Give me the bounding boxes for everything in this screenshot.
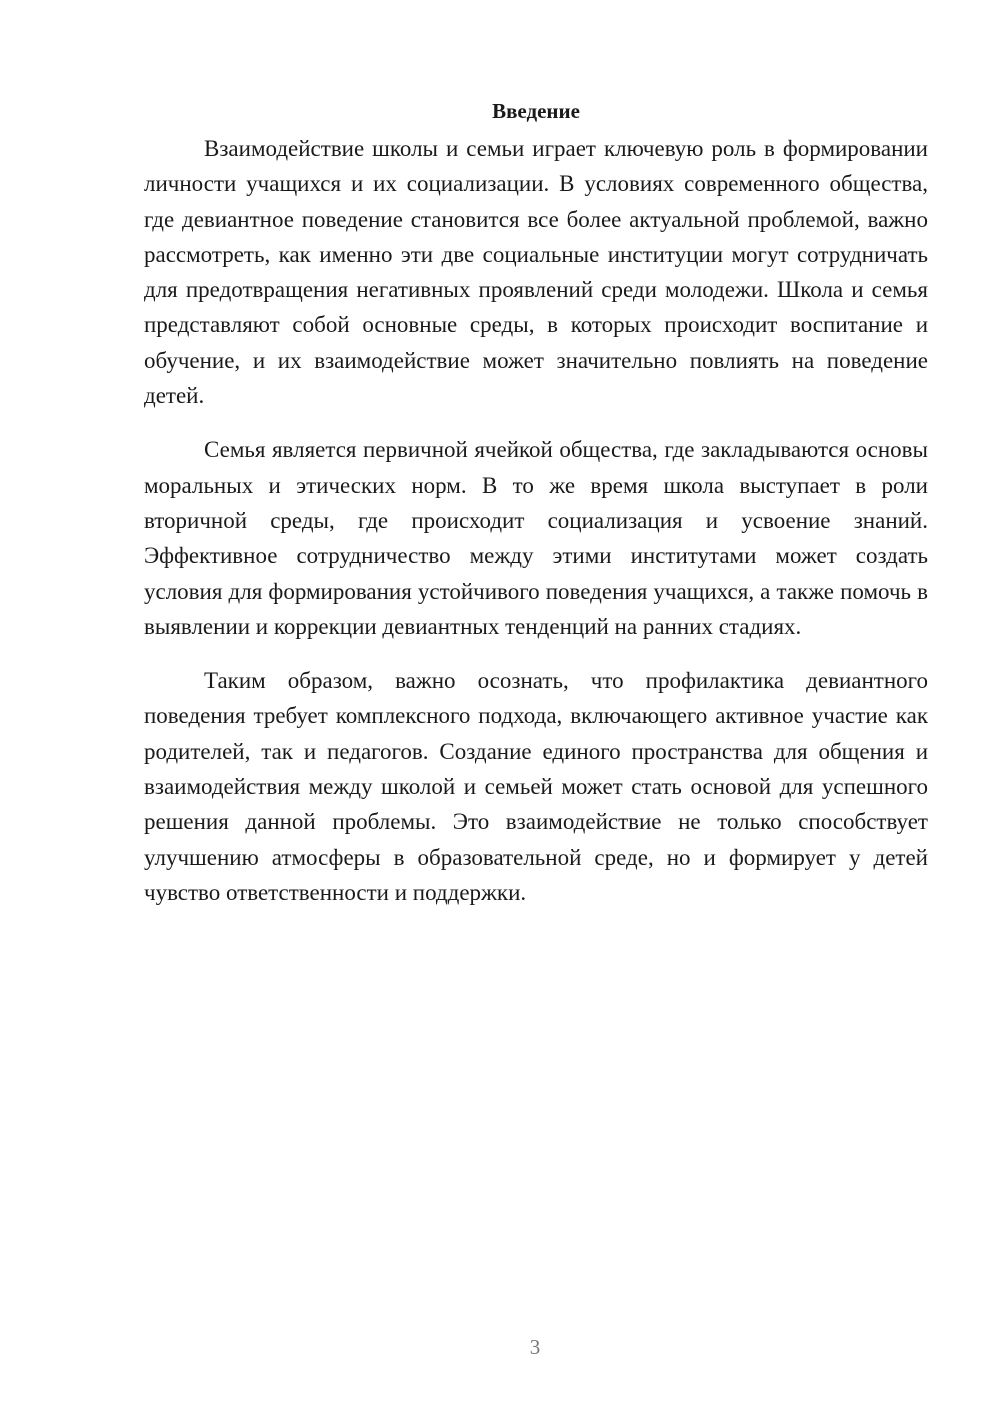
paragraph-2: Семья является первичной ячейкой общества, где закладываются основы моральных и этических норм. В то же время школа выступает в роли вторичной среды, где происходит социализация и усвоение знаний. Эффективное сотрудничество между этими институтами может создать условия для формирования устойчивого поведения учащихся, а также помочь в выявлении и коррекции девиантных тенденций на ранних стадиях. xyxy=(144,437,928,639)
paragraph-3: Таким образом, важно осознать, что профилактика девиантного поведения требует комплексного подхода, включающего активное участие как родителей, так и педагогов. Создание единого пространства для общения и взаимодействия между школой и семьей может стать основой для успешного решения данной проблемы. Это взаимодействие не только способствует улучшению атмосферы в образовательной среде, но и формирует у детей чувство ответственности и поддержки. xyxy=(144,668,928,905)
page-content xyxy=(144,96,928,929)
paragraph-1: Взаимодействие школы и семьи играет ключевую роль в формировании личности учащихся и их социализации. В условиях современного общества, где девиантное поведение становится все более актуальной проблемой, важно рассмотреть, как именно эти две социальные институции могут сотрудничать для предотвращения негативных проявлений среди молодежи. Школа и семья представляют собой основные среды, в которых происходит воспитание и обучение, и их взаимодействие может значительно повлиять на поведение детей. xyxy=(144,136,928,409)
page-number: 3 xyxy=(529,1335,541,1359)
section-heading: Введение xyxy=(492,99,580,123)
